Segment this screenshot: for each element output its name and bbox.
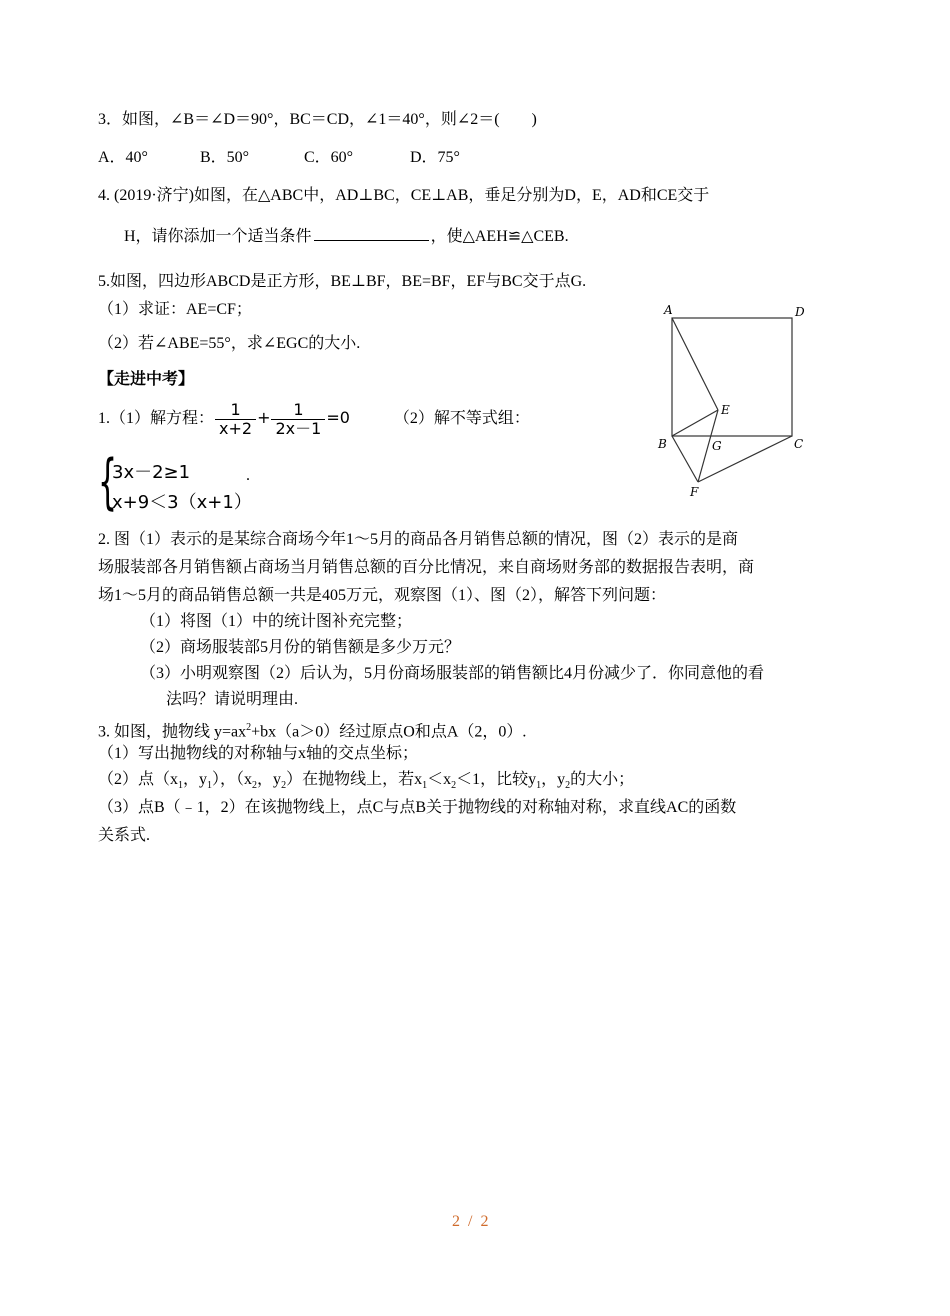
label-f: F (690, 485, 699, 499)
system-period: . (246, 467, 250, 484)
question-3-stem: 3．如图，∠B＝∠D＝90°，BC＝CD，∠1＝40°，则∠2＝( ) (98, 111, 537, 128)
s: 2 (451, 780, 457, 792)
t: ）在抛物线上，若x (286, 771, 423, 788)
exam-q3-sub1: （1）写出抛物线的对称轴与x轴的交点坐标； (98, 745, 419, 762)
exam-q3-line1-b: +bx（a＞0）经过原点O和点A（2，0）. (251, 723, 527, 741)
s: 1 (207, 780, 213, 792)
fraction-2 (271, 401, 325, 438)
option-c: C．60° (304, 149, 354, 166)
section-title: 【走进中考】 (98, 371, 195, 388)
t: ，y (183, 771, 208, 788)
question-4-line1: 4. (2019·济宁)如图，在△ABC中，AD⊥BC，CE⊥AB，垂足分别为D，E，AD和CE交于 (98, 187, 710, 204)
t: 的大小； (570, 771, 635, 788)
exam-q2-line2: 场服装部各月销售额占商场当月销售总额的百分比情况，来自商场财务部的数据报告表明，商 (98, 559, 755, 576)
question-4-line2 (124, 226, 569, 247)
question-4-line2-before: H，请你添加一个适当条件 (124, 228, 312, 245)
segment-bf (672, 436, 698, 482)
question-5-part1: （1）求证：AE=CF； (98, 301, 252, 318)
t: ，y (541, 771, 566, 788)
t: （2）点（x (98, 771, 179, 788)
exam-q1-prefix: 1.（1）解方程： (98, 410, 215, 427)
segment-ae (672, 318, 718, 410)
page-number: 2 / 2 (452, 1213, 491, 1230)
exam-q3-sub2 (98, 770, 634, 796)
s: 1 (422, 780, 428, 792)
exam-q3-sub3-line1: （3）点B（﹣1，2）在该抛物线上，点C与点B关于抛物线的对称轴对称，求直线AC的函数 (98, 799, 737, 816)
exam-q2-sub1: （1）将图（1）中的统计图补充完整； (140, 613, 413, 630)
square-figure (650, 298, 820, 503)
label-e: E (721, 403, 730, 417)
exam-q3-line1 (98, 718, 526, 742)
t: ＜x (427, 771, 452, 788)
exam-q1-part2: （2）解不等式组： (393, 410, 530, 427)
s: 2 (252, 780, 258, 792)
t: ），（x (212, 771, 253, 788)
answer-blank[interactable] (314, 226, 429, 241)
s: 2 (281, 780, 287, 792)
exam-q2-sub3-line1: （3）小明观察图（2）后认为，5月份商场服装部的销售额比4月份减少了．你同意他的看 (140, 665, 765, 682)
segment-be (672, 410, 718, 436)
exam-q2-line1: 2. 图（1）表示的是某综合商场今年1～5月的商品各月销售总额的情况，图（2）表示的是商 (98, 531, 739, 548)
label-c: C (794, 437, 804, 451)
fraction-2-denominator: 2x－1 (271, 419, 325, 438)
plus-sign: + (257, 408, 271, 427)
square-abcd (672, 318, 792, 436)
label-b: B (658, 437, 667, 451)
option-b: B．50° (200, 149, 250, 166)
exam-q3-sub3-line2: 关系式. (98, 827, 151, 844)
brace-glyph: { (98, 447, 118, 517)
inequality-system (98, 447, 258, 517)
t: ，y (257, 771, 282, 788)
question-5-stem: 5.如图，四边形ABCD是正方形，BE⊥BF，BE=BF，EF与BC交于点G. (98, 273, 587, 290)
inequality-1: 3x－2≥1 (112, 462, 191, 483)
exam-q2-sub2: （2）商场服装部5月份的销售额是多少万元？ (140, 639, 461, 656)
equals-zero: =0 (326, 408, 350, 427)
fraction-1 (215, 401, 256, 438)
s: 2 (565, 780, 571, 792)
inequality-2: x+9＜3（x+1） (112, 492, 252, 513)
exam-q3-line1-a: 3. 如图，抛物线 y=ax (98, 723, 247, 741)
label-d: D (795, 305, 805, 319)
exam-q2-sub3-line2: 法吗？请说明理由. (166, 691, 299, 708)
fraction-1-numerator: 1 (230, 399, 241, 419)
question-4-line2-after: ，使△AEH≌△CEB. (430, 228, 569, 245)
option-d: D．75° (410, 149, 460, 166)
question-5-part2: （2）若∠ABE=55°，求∠EGC的大小. (98, 335, 361, 352)
s: 1 (536, 780, 542, 792)
option-a: A．40° (98, 149, 148, 166)
fraction-2-numerator: 1 (293, 399, 304, 419)
exponent: 2 (246, 722, 252, 733)
t: ＜1，比较y (456, 771, 537, 788)
exam-q2-line3: 场1～5月的商品销售总额一共是405万元，观察图（1）、图（2），解答下列问题： (98, 587, 667, 604)
fraction-1-denominator: x+2 (215, 419, 256, 438)
label-a: A (664, 303, 673, 317)
label-g: G (712, 439, 722, 453)
s: 1 (178, 780, 184, 792)
exam-question-1 (98, 396, 530, 440)
